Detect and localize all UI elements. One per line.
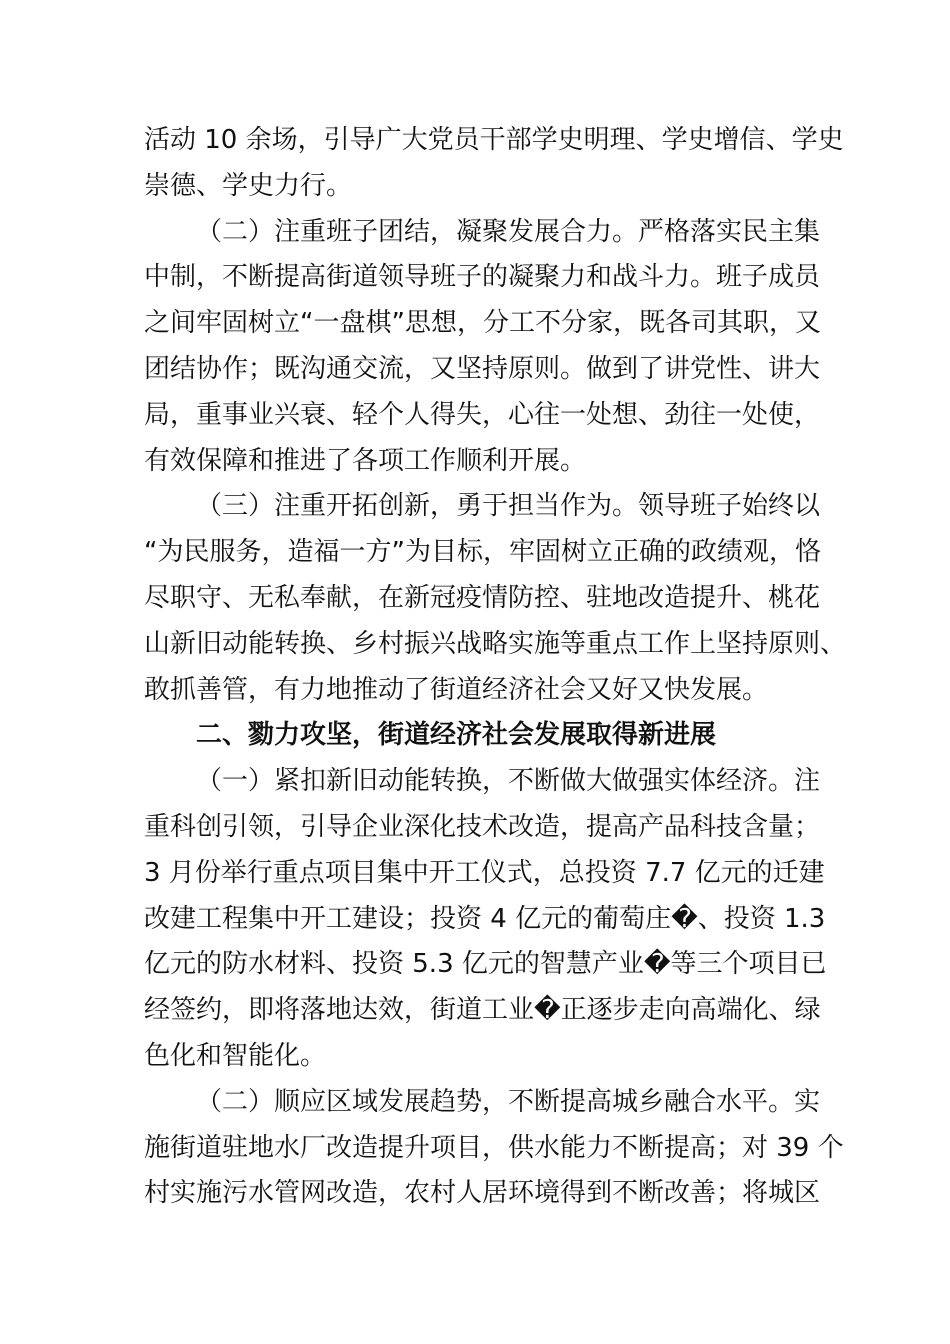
body-text bbox=[144, 118, 847, 1217]
text-line: 色化和智能化。 bbox=[144, 1040, 327, 1071]
section-three-paragraph-start: （三）注重开拓创新，勇于担当作为。领导班子始终以 bbox=[196, 491, 821, 522]
text-line: 改建工程集中开工建设；投资 4 亿元的葡萄庄�、投资 1.3 bbox=[144, 903, 826, 934]
subsection-one-paragraph-start: （一）紧扣新旧动能转换，不断做大做强实体经济。注 bbox=[196, 766, 821, 797]
text-line: 重科创引领，引导企业深化技术改造，提高产品科技含量； bbox=[144, 811, 821, 842]
text-line: 尽职守、无私奉献，在新冠疫情防控、驻地改造提升、桃花 bbox=[144, 582, 821, 613]
text-line: 活动 10 余场，引导广大党员干部学史明理、学史增信、学史 bbox=[144, 125, 844, 155]
text-line: 局，重事业兴衰、轻个人得失，心往一处想、劲往一处使， bbox=[144, 399, 821, 430]
text-line: 团结协作；既沟通交流，又坚持原则。做到了讲党性、讲大 bbox=[144, 353, 821, 384]
text-line: 施街道驻地水厂改造提升项目，供水能力不断提高；对 39 个 bbox=[144, 1132, 844, 1163]
subsection-two-paragraph-start: （二）顺应区域发展趋势，不断提高城乡融合水平。实 bbox=[196, 1086, 821, 1117]
section-two-paragraph-start: （二）注重班子团结，凝聚发展合力。严格落实民主集 bbox=[196, 216, 821, 247]
text-line: 崇德、学史力行。 bbox=[144, 170, 353, 201]
text-line: 有效保障和推进了各项工作顺利开展。 bbox=[144, 445, 587, 476]
text-line: 经签约，即将落地达效，街道工业�正逐步走向高端化、绿 bbox=[144, 995, 821, 1026]
text-line: 3 月份举行重点项目集中开工仪式，总投资 7.7 亿元的迁建 bbox=[144, 857, 825, 888]
text-line: 村实施污水管网改造，农村人居环境得到不断改善；将城区 bbox=[144, 1178, 821, 1209]
section-heading: 二、勠力攻坚，街道经济社会发展取得新进展 bbox=[196, 720, 717, 751]
text-line: 之间牢固树立“一盘棋”思想，分工不分家，既各司其职，又 bbox=[144, 308, 821, 339]
text-line: “为民服务，造福一方”为目标，牢固树立正确的政绩观，恪 bbox=[144, 537, 821, 568]
text-line: 山新旧动能转换、乡村振兴战略实施等重点工作上坚持原则、 bbox=[144, 628, 847, 659]
text-line: 敢抓善管，有力地推动了街道经济社会又好又快发展。 bbox=[144, 674, 769, 705]
text-line: 亿元的防水材料、投资 5.3 亿元的智慧产业�等三个项目已 bbox=[144, 949, 827, 980]
text-line: 中制，不断提高街道领导班子的凝聚力和战斗力。班子成员 bbox=[144, 262, 821, 293]
